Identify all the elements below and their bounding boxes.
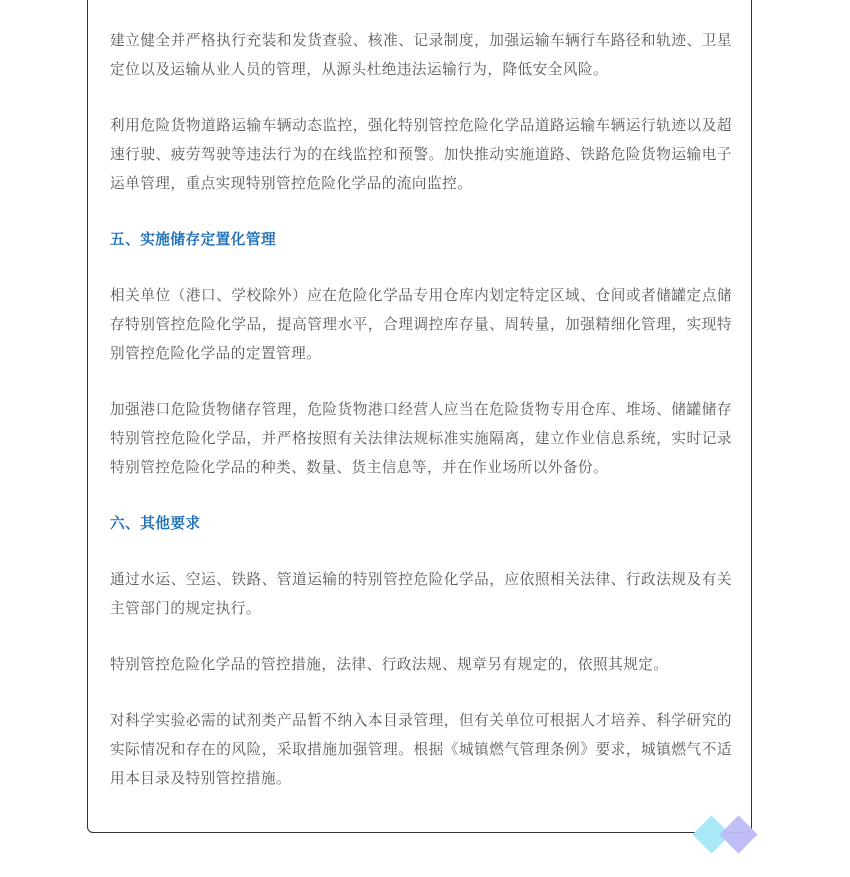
diamond-icon-lavender xyxy=(719,815,757,853)
section-heading-other-requirements: 六、其他要求 xyxy=(110,515,201,532)
decorative-diamonds xyxy=(688,812,768,858)
paragraph-lab-reagents: 对科学实验必需的试剂类产品暂不纳入本目录管理，但有关单位可根据人才培养、科学研究的实际情况和存在的风险，采取措施加强管理。根据《城镇燃气管理条例》要求，城镇燃气不适用本目录及特别管控措施。 xyxy=(110,712,732,787)
paragraph-dynamic-monitoring: 利用危险货物道路运输车辆动态监控，强化特别管控危险化学品道路运输车辆运行轨迹以及超速行驶、疲劳驾驶等违法行为的在线监控和预警。加快推动实施道路、铁路危险货物运输电子运单管理，重点实现特别管控危险化学品的流向监控。 xyxy=(110,117,732,192)
article-content xyxy=(110,26,732,820)
article-card xyxy=(87,0,752,833)
paragraph-other-regulations: 特别管控危险化学品的管控措施，法律、行政法规、规章另有规定的，依照其规定。 xyxy=(110,656,669,673)
section-heading-storage: 五、实施储存定置化管理 xyxy=(110,231,277,248)
paragraph-port-storage: 加强港口危险货物储存管理，危险货物港口经营人应当在危险货物专用仓库、堆场、储罐储存特别管控危险化学品，并严格按照有关法律法规标准实施隔离，建立作业信息系统，实时记录特别管控危险化学品的种类、数量、货主信息等，并在作业场所以外备份。 xyxy=(110,401,732,476)
paragraph-loading-inspection: 建立健全并严格执行充装和发货查验、核准、记录制度，加强运输车辆行车路径和轨迹、卫星定位以及运输从业人员的管理，从源头杜绝违法运输行为，降低安全风险。 xyxy=(110,32,732,78)
paragraph-fixed-storage: 相关单位（港口、学校除外）应在危险化学品专用仓库内划定特定区域、仓间或者储罐定点储存特别管控危险化学品，提高管理水平，合理调控库存量、周转量，加强精细化管理，实现特别管控危险化学品的定置管理。 xyxy=(110,287,732,362)
paragraph-other-transport: 通过水运、空运、铁路、管道运输的特别管控危险化学品，应依照相关法律、行政法规及有关主管部门的规定执行。 xyxy=(110,571,732,617)
